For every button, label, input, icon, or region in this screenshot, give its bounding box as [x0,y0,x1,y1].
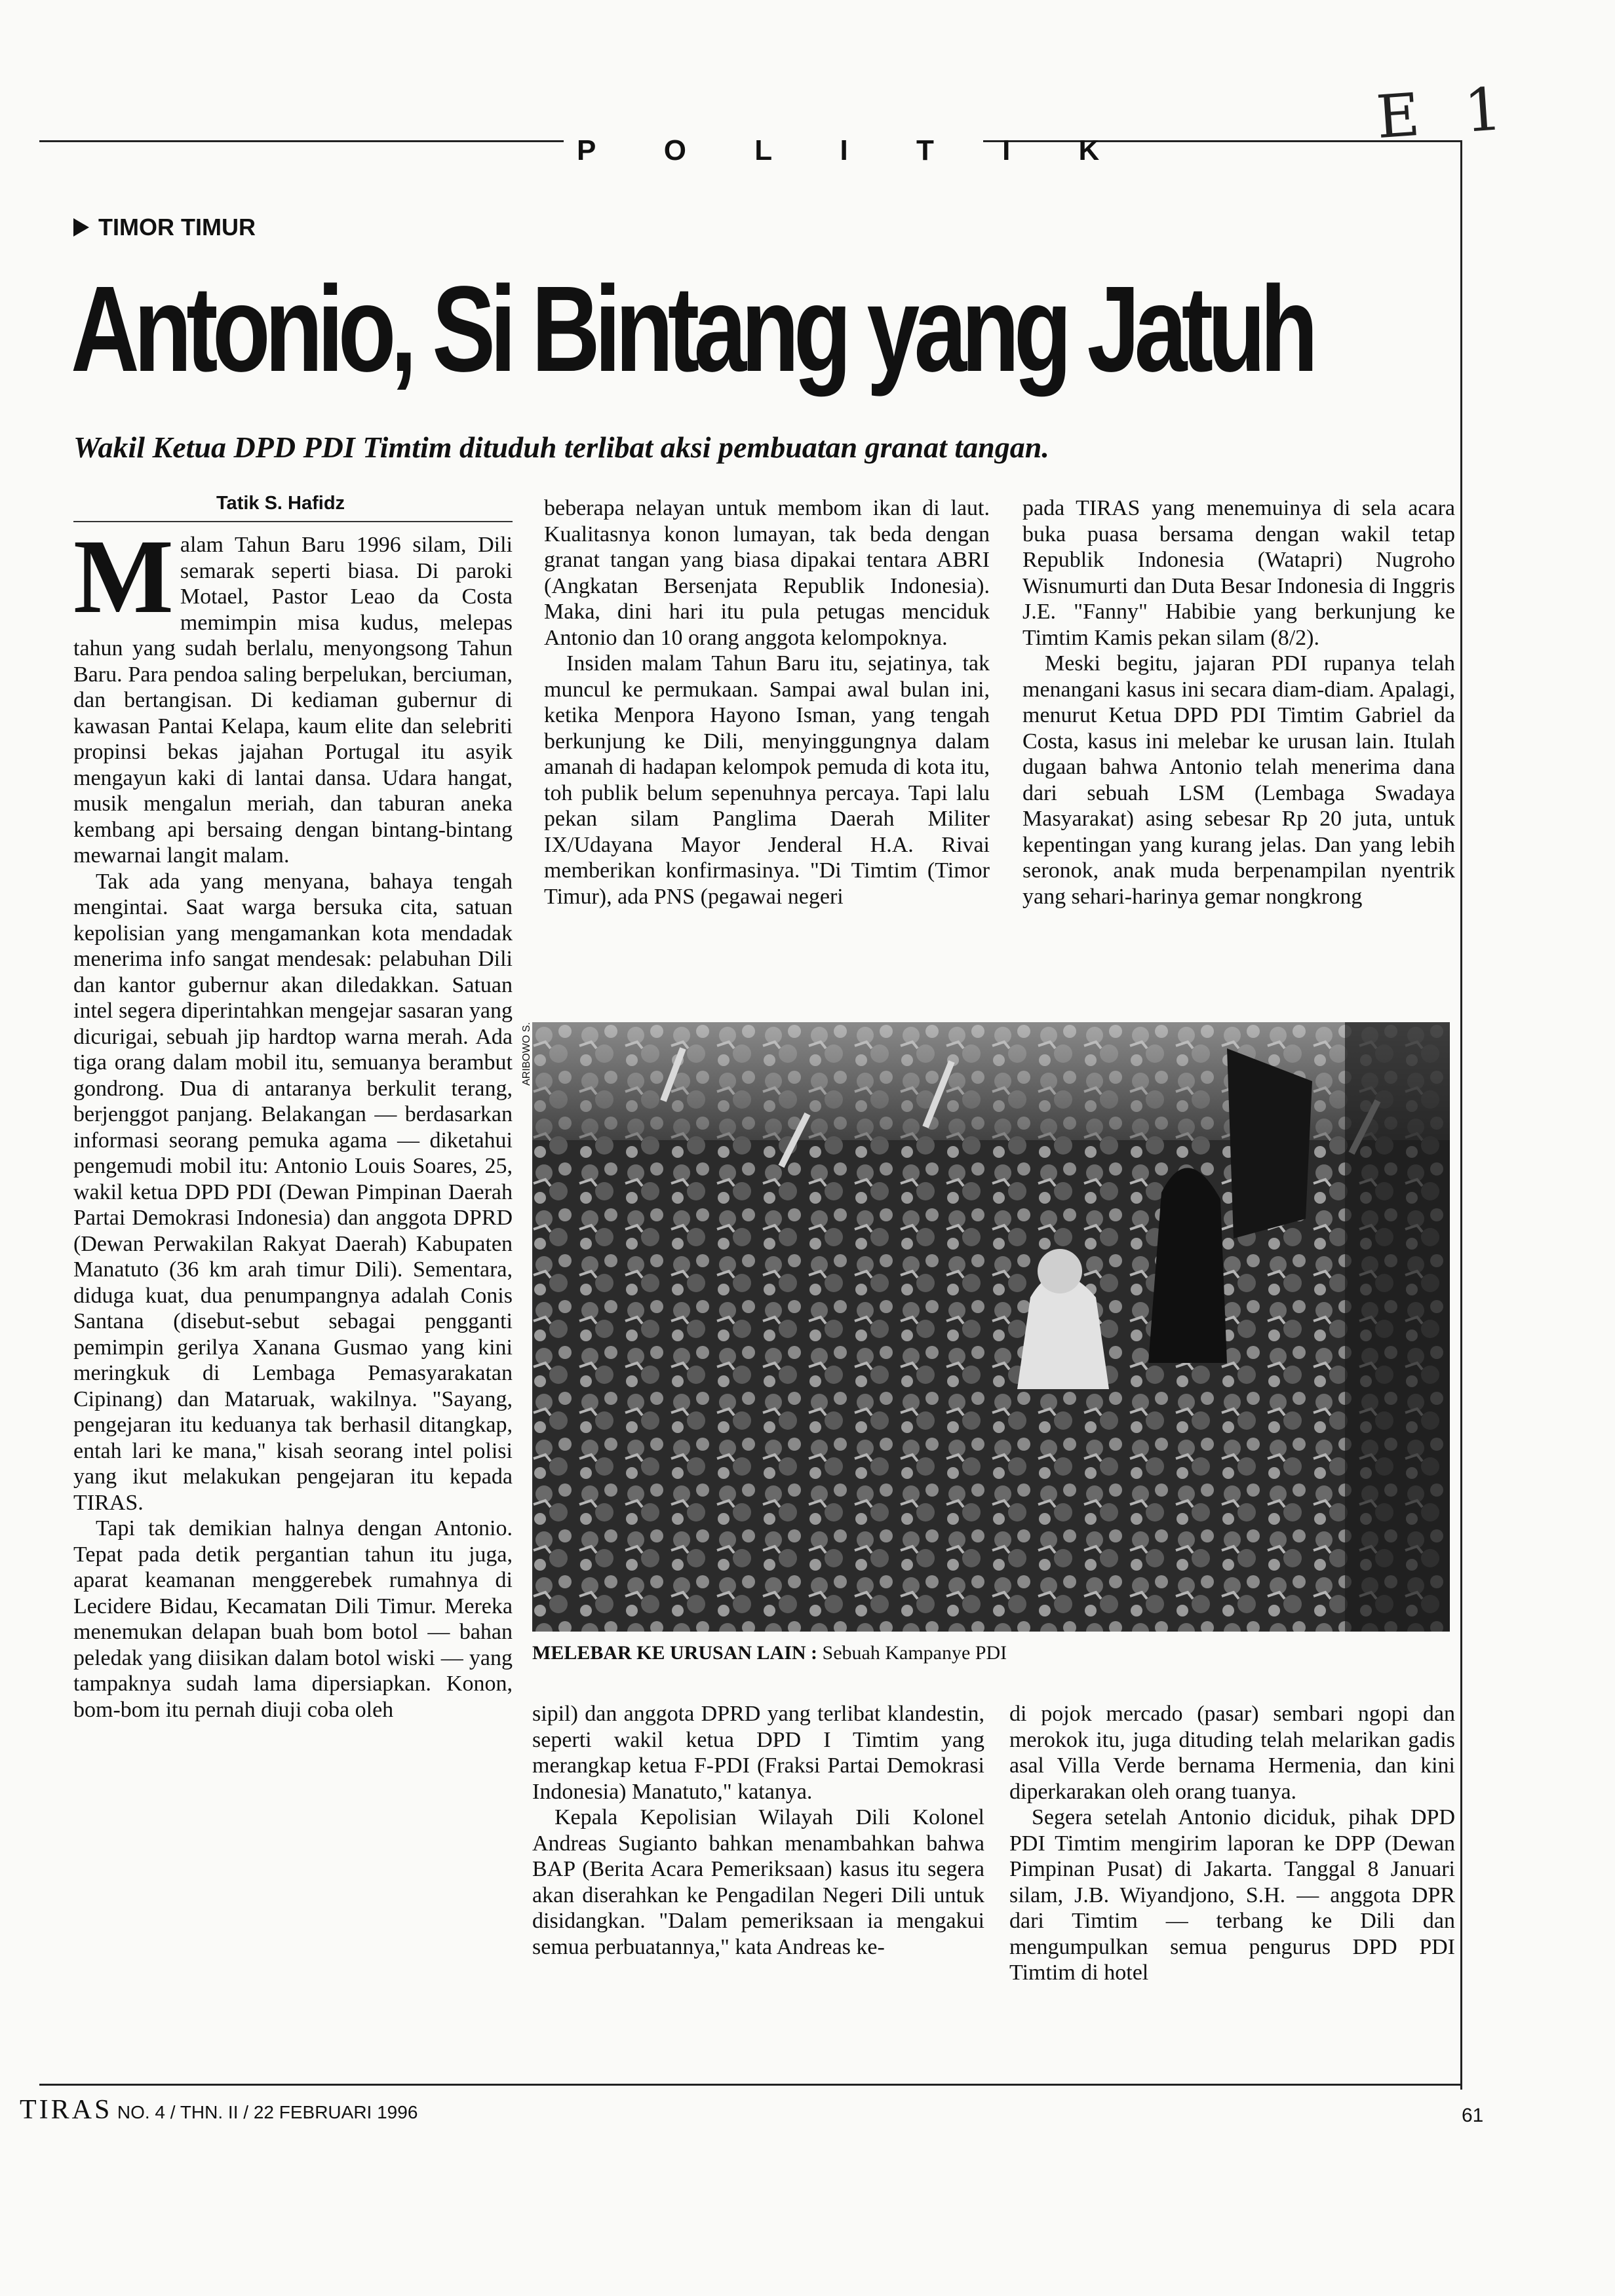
top-rule-left [39,140,564,142]
paragraph: pada TIRAS yang menemuinya di sela acara buka puasa bersama dengan wakil tetap Republik Indonesia (Watapri) Nugroho Wisnumurti dan Duta Besar Indonesia di Inggris J.E. "Fanny" Habibie yang berkunjung ke Timtim Kamis pekan silam (8/2). [1022,496,1455,650]
byline: Tatik S. Hafidz [216,493,345,514]
paragraph: Tak ada yang menyana, bahaya tengah mengintai. Saat warga bersuka cita, satuan kepolisian yang mengamankan kota mendadak menerima info sangat mendesak: pelabuhan Dili dan kantor gubernur akan diledakkan. Satuan intel segera diperintahkan mengejar sasaran yang dicurigai, sebuah jip hardtop warna merah. Ada tiga orang dalam mobil itu, semuanya berambut gondrong. Dua di antaranya berkulit terang, berjenggot panjang. Belakangan — berdasarkan informasi seorang pemuka agama — diketahui pengemudi mobil itu: Antonio Louis Soares, 25, wakil ketua DPD PDI (Dewan Pimpinan Daerah Partai Demokrasi Indonesia) dan anggota DPRD (Dewan Perwakilan Rakyat Daerah) Kabupaten Manatuto (36 km arah timur Dili). Sementara, diduga kuat, dua penumpangnya adalah Conis Santana (disebut-sebut sebagai pengganti pemimpin gerilya Xanana Gusmao yang kini meringkuk di Lembaga Pemasyarakatan Cipinang) dan Mataruak, wakilnya. "Sayang, pengejaran itu keduanya tak berhasil ditangkap, entah lari ke mana," kisah seorang intel polisi yang ikut melakukan pengejaran itu kepada TIRAS. [73,869,513,1515]
column-3-bottom [1009,1701,1455,1986]
deck: Wakil Ketua DPD PDI Timtim dituduh terlibat aksi pembuatan granat tangan. [73,430,1049,464]
paragraph: beberapa nelayan untuk membom ikan di laut. Kualitasnya konon lumayan, tak beda dengan granat tangan yang biasa dipakai tentara ABRI (Angkatan Bersenjata Republik Indonesia). Maka, dini hari itu pula petugas menciduk Antonio dan 10 orang anggota kelompoknya. [544,496,990,650]
paragraph: Kepala Kepolisian Wilayah Dili Kolonel Andreas Sugianto bahkan menambahkan bahwa BAP (Berita Acara Pemeriksaan) kasus itu segera akan diserahkan ke Pengadilan Negeri Dili untuk disidangkan. "Dalam pemeriksaan ia mengakui semua perbuatannya," kata Andreas ke- [532,1805,984,1959]
footer [20,2094,418,2126]
handwritten-note: E 1 [1374,73,1517,153]
triangle-arrow-icon [73,218,89,237]
caption-text: Sebuah Kampanye PDI [822,1642,1007,1664]
issue-info: NO. 4 / THN. II / 22 FEBRUARI 1996 [117,2102,418,2122]
bottom-rule [39,2084,1462,2086]
paragraph-text: alam Tahun Baru 1996 silam, Dili semarak seperti biasa. Di paroki Motael, Pastor Leao da Costa memimpin misa kudus, melepas tahun yang sudah berlalu, menyongsong Tahun Baru. Para pendoa saling berpelukan, berciuman, dan bertangisan. Di kediaman gubernur di kawasan Pantai Kelapa, kaum elite dan selebriti propinsi bekas jajahan Portugal itu asyik mengayun kaki di lantai dansa. Udara hangat, musik mengalun meriah, dan taburan aneka kembang api bersaing dengan bintang-bintang mewarnai langit malam. [73,533,513,868]
crowd-photo-image [532,1022,1450,1632]
photo-caption [532,1642,1007,1664]
section-label: P O L I T I K [577,134,1130,166]
right-frame-rule [1460,140,1462,2090]
paragraph: Tapi tak demikian halnya dengan Antonio. Tepat pada detik pergantian tahun itu juga, aparat keamanan menggerebek rumahnya di Lecidere Bidau, Kecamatan Dili Timur. Mereka menemukan delapan buah bom botol — bahan peledak yang diisikan dalam botol wiski — yang tampaknya sudah lama dipersiapkan. Konon, bom-bom itu pernah diuji coba oleh [73,1516,513,1722]
paragraph: Meski begitu, jajaran PDI rupanya telah menangani kasus ini secara diam-diam. Apalagi, menurut Ketua DPD PDI Timtim Gabriel da Costa, kasus ini melebar ke urusan lain. Itulah dugaan bahwa Antonio telah menerima dana dari sebuah LSM (Lembaga Swadaya Masyarakat) asing sebesar Rp 20 juta, untuk kepentingan yang kurang jelas. Dan yang lebih seronok, anak muda berpenampilan nyentrik yang sehari-harinya gemar nongkrong [1022,651,1455,909]
column-2-top [544,495,990,909]
headline: Antonio, Si Bintang yang Jatuh [71,261,1313,397]
paragraph: Insiden malam Tahun Baru itu, sejatinya, tak muncul ke permukaan. Sampai awal bulan ini, ketika Menpora Hayono Isman, yang tengah berkunjung ke Dili, menyinggungnya dalam amanah di hadapan kelompok pemuda di kota itu, toh publik belum sepenuhnya percaya. Tapi lalu pekan silam Panglima Daerah Militer IX/Udayana Mayor Jenderal H.A. Rivai memberikan konfirmasinya. "Di Timtim (Timor Timur), ada PNS (pegawai negeri [544,651,990,909]
kicker-text: TIMOR TIMUR [98,214,256,240]
paragraph: sipil) dan anggota DPRD yang terlibat klandestin, seperti wakil ketua DPD I Timtim yang merangkap ketua F-PDI (Fraksi Partai Demokrasi Indonesia) Manatuto," katanya. [532,1702,984,1804]
photo-credit: ARIBOWO S. [521,1022,532,1086]
paragraph: Segera setelah Antonio diciduk, pihak DPD PDI Timtim mengirim laporan ke DPP (Dewan Pimpinan Pusat) di Jakarta. Tanggal 8 Januari silam, J.B. Wiyandjono, S.H. — anggota DPR dari Timtim — terbang ke Dili dan mengumpulkan semua pengurus DPD PDI Timtim di hotel [1009,1805,1455,1985]
drop-cap: M [73,518,174,636]
crowd-photo [532,1022,1450,1632]
caption-bold: MELEBAR KE URUSAN LAIN : [532,1642,818,1664]
column-3-top [1022,495,1455,909]
column-2-bottom [532,1701,984,1960]
paragraph: di pojok mercado (pasar) sembari ngopi dan merokok itu, juga dituding telah melarikan gadis asal Villa Verde bernama Hermenia, dan kini diperkarakan oleh orang tuanya. [1009,1702,1455,1804]
column-1 [73,518,513,1723]
paragraph [73,518,513,869]
kicker [73,214,256,241]
page-number: 61 [1462,2105,1484,2126]
magazine-brand: TIRAS [20,2095,113,2125]
